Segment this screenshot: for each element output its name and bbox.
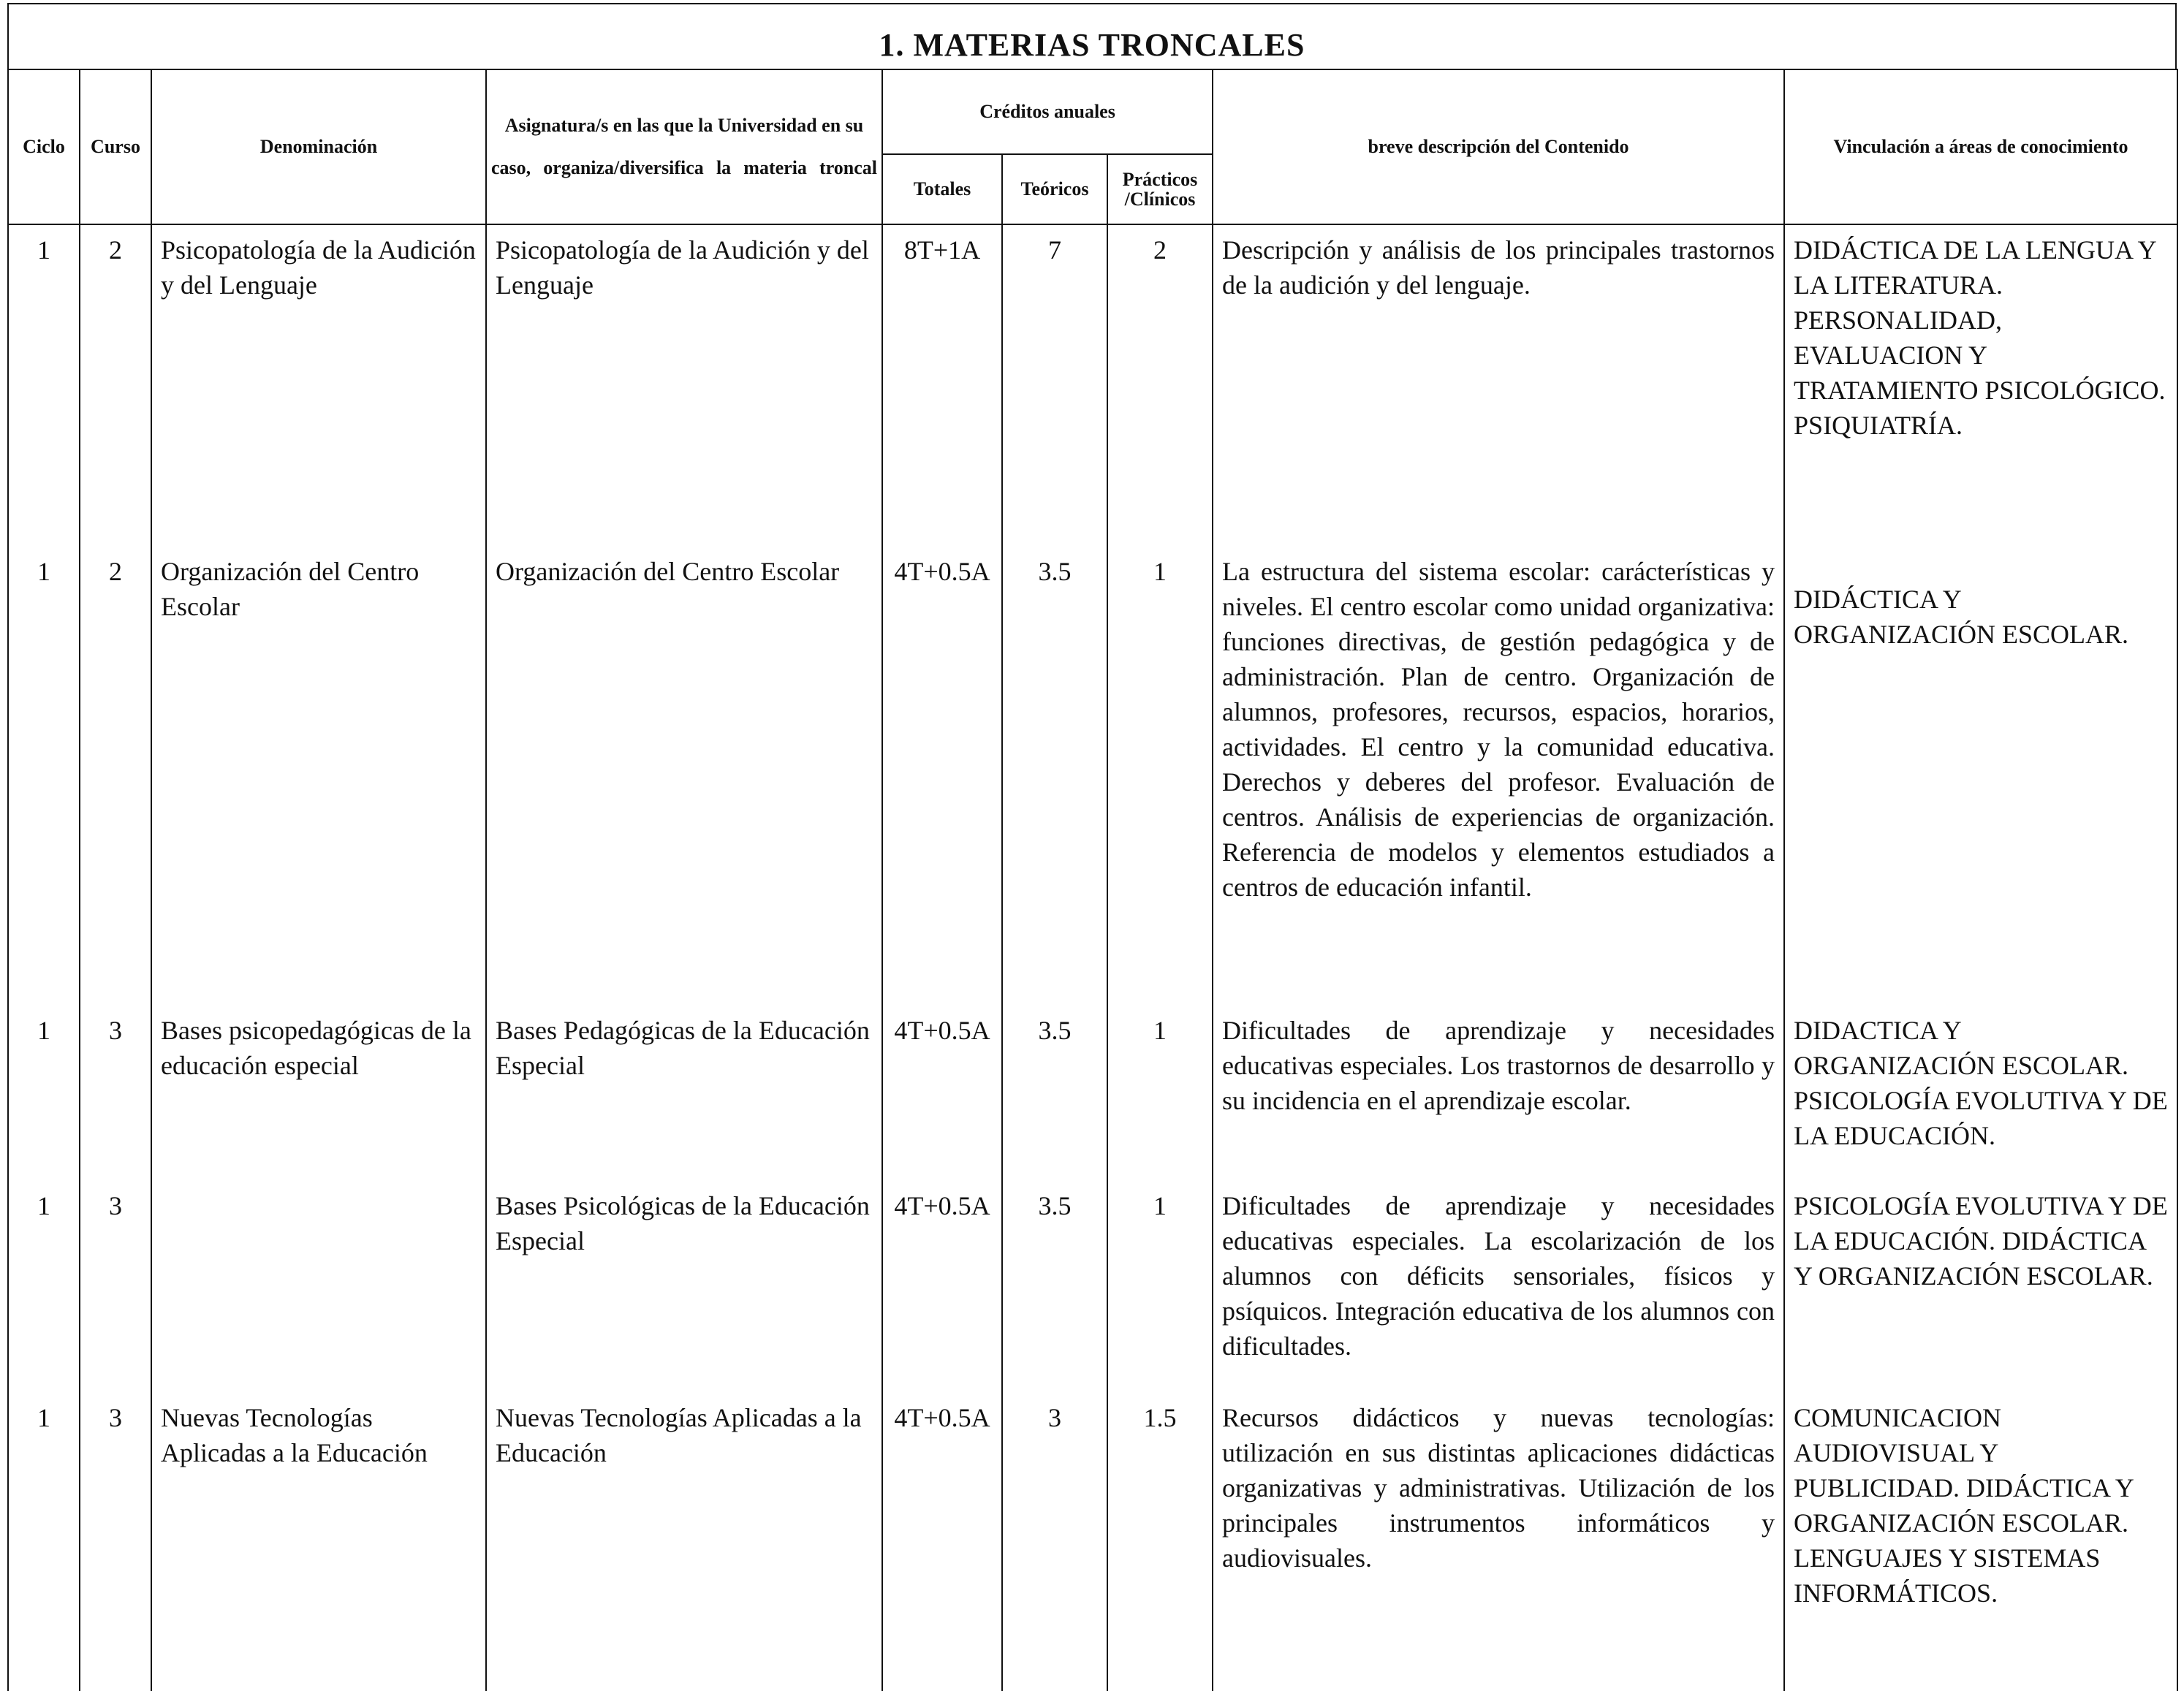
- table-row: [8, 547, 2177, 1006]
- cell-ciclo: 1: [8, 547, 80, 1006]
- cell-totales: 4T+0.5A: [882, 547, 1002, 1006]
- cell-practicos: 2: [1107, 224, 1213, 547]
- cell-practicos: 1: [1107, 1181, 1213, 1393]
- header-totales: Totales: [882, 154, 1002, 224]
- materias-table: [7, 69, 2178, 1691]
- cell-asignatura: Bases Pedagógicas de la Educación Especial: [486, 1006, 882, 1181]
- header-teoricos: Teóricos: [1002, 154, 1107, 224]
- header-denominacion: Denominación: [151, 69, 486, 224]
- cell-practicos: 1: [1107, 547, 1213, 1006]
- table-row: [8, 224, 2177, 547]
- cell-ciclo: 1: [8, 224, 80, 547]
- cell-vinculacion: DIDÁCTICA DE LA LENGUA Y LA LITERATURA. PERSONALIDAD, EVALUACION Y TRATAMIENTO PSICOLÓGICO. PSIQUIATRÍA.: [1784, 224, 2177, 547]
- header-descripcion: breve descripción del Contenido: [1213, 69, 1784, 224]
- cell-descripcion: Descripción y análisis de los principales trastornos de la audición y del lenguaje.: [1213, 224, 1784, 547]
- cell-vinculacion: DIDÁCTICA Y ORGANIZACIÓN ESCOLAR.: [1784, 547, 2177, 1006]
- cell-ciclo: 1: [8, 1393, 80, 1691]
- cell-descripcion: La estructura del sistema escolar: carácterísticas y niveles. El centro escolar como unidad organizativa: funciones directivas, de gestión pedagógica y de administración. Plan de centro. Organización de alumnos, profesores, recursos, espacios, horarios, actividades. El centro y la comunidad educativa. Derechos y deberes del profesor. Evaluación de centros. Análisis de experiencias de organización. Referencia de modelos y elementos estudiados a centros de educación infantil.: [1213, 547, 1784, 1006]
- cell-totales: 8T+1A: [882, 224, 1002, 547]
- header-curso: Curso: [80, 69, 151, 224]
- cell-asignatura: Bases Psicológicas de la Educación Especial: [486, 1181, 882, 1393]
- cell-denominacion: Nuevas Tecnologías Aplicadas a la Educación: [151, 1393, 486, 1691]
- cell-denominacion: Psicopatología de la Audición y del Lenguaje: [151, 224, 486, 547]
- table-row: [8, 1006, 2177, 1181]
- cell-curso: 3: [80, 1006, 151, 1181]
- cell-asignatura: Nuevas Tecnologías Aplicadas a la Educación: [486, 1393, 882, 1691]
- cell-curso: 3: [80, 1393, 151, 1691]
- header-creditos-anuales: Créditos anuales: [882, 69, 1213, 154]
- cell-curso: 3: [80, 1181, 151, 1393]
- cell-denominacion: [151, 1181, 486, 1393]
- cell-descripcion: Dificultades de aprendizaje y necesidades educativas especiales. Los trastornos de desarrollo y su incidencia en el aprendizaje escolar.: [1213, 1006, 1784, 1181]
- cell-teoricos: 3.5: [1002, 1181, 1107, 1393]
- cell-descripcion: Recursos didácticos y nuevas tecnologías: utilización en sus distintas aplicaciones didácticas organizativas y administrativas. Utilización de los principales instrumentos informáticos y audiovisuales.: [1213, 1393, 1784, 1691]
- cell-ciclo: 1: [8, 1006, 80, 1181]
- header-vinculacion: Vinculación a áreas de conocimiento: [1784, 69, 2177, 224]
- cell-teoricos: 3: [1002, 1393, 1107, 1691]
- header-asignatura: Asignatura/s en las que la Universidad en su caso, organiza/diversifica la materia troncal: [486, 69, 882, 224]
- cell-practicos: 1: [1107, 1006, 1213, 1181]
- cell-vinculacion: DIDACTICA Y ORGANIZACIÓN ESCOLAR. PSICOLOGÍA EVOLUTIVA Y DE LA EDUCACIÓN.: [1784, 1006, 2177, 1181]
- cell-vinculacion: COMUNICACION AUDIOVISUAL Y PUBLICIDAD. DIDÁCTICA Y ORGANIZACIÓN ESCOLAR. LENGUAJES Y SISTEMAS INFORMÁTICOS.: [1784, 1393, 2177, 1691]
- cell-asignatura: Organización del Centro Escolar: [486, 547, 882, 1006]
- document-title: 1. MATERIAS TRONCALES: [7, 3, 2177, 69]
- document-page: [7, 0, 2177, 1690]
- cell-totales: 4T+0.5A: [882, 1181, 1002, 1393]
- cell-vinculacion: PSICOLOGÍA EVOLUTIVA Y DE LA EDUCACIÓN. DIDÁCTICA Y ORGANIZACIÓN ESCOLAR.: [1784, 1181, 2177, 1393]
- table-header: [8, 69, 2177, 224]
- header-ciclo: Ciclo: [8, 69, 80, 224]
- cell-teoricos: 3.5: [1002, 1006, 1107, 1181]
- cell-teoricos: 3.5: [1002, 547, 1107, 1006]
- cell-curso: 2: [80, 224, 151, 547]
- cell-ciclo: 1: [8, 1181, 80, 1393]
- cell-teoricos: 7: [1002, 224, 1107, 547]
- cell-descripcion: Dificultades de aprendizaje y necesidades educativas especiales. La escolarización de los alumnos con déficits sensoriales, físicos y psíquicos. Integración educativa de los alumnos con dificultades.: [1213, 1181, 1784, 1393]
- cell-curso: 2: [80, 547, 151, 1006]
- cell-asignatura: Psicopatología de la Audición y del Lenguaje: [486, 224, 882, 547]
- header-practicos: Prácticos /Clínicos: [1107, 154, 1213, 224]
- cell-denominacion: Organización del Centro Escolar: [151, 547, 486, 1006]
- table-row: [8, 1181, 2177, 1393]
- cell-denominacion: Bases psicopedagógicas de la educación especial: [151, 1006, 486, 1181]
- cell-totales: 4T+0.5A: [882, 1006, 1002, 1181]
- cell-practicos: 1.5: [1107, 1393, 1213, 1691]
- cell-totales: 4T+0.5A: [882, 1393, 1002, 1691]
- table-row: [8, 1393, 2177, 1691]
- table-body: [8, 224, 2177, 1691]
